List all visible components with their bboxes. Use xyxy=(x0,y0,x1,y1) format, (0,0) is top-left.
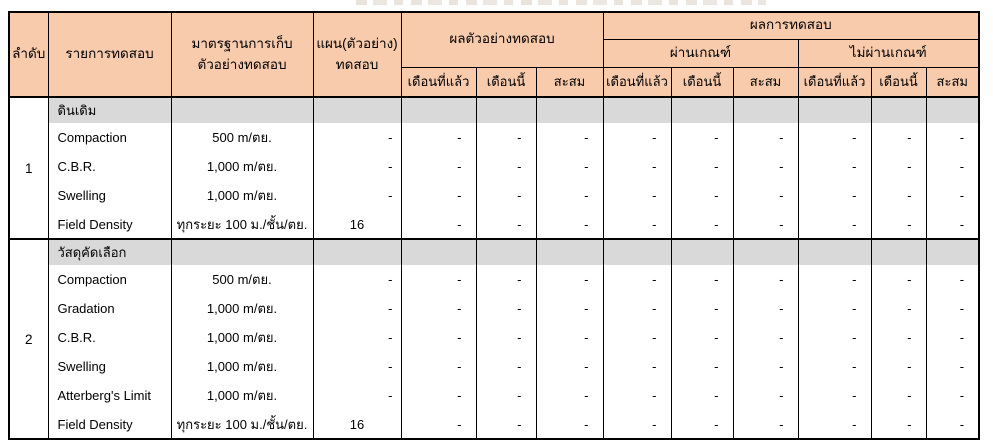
result-value-cell: - xyxy=(798,294,871,323)
result-value-cell: - xyxy=(871,123,926,152)
result-value-cell: - xyxy=(603,294,671,323)
result-value-cell: - xyxy=(603,381,671,410)
result-value-cell: - xyxy=(603,152,671,181)
test-item-label: Swelling xyxy=(48,181,171,210)
result-value-cell: - xyxy=(476,294,536,323)
result-value-cell: - xyxy=(926,381,979,410)
section-band-cell xyxy=(798,239,871,265)
plan-value: 16 xyxy=(313,410,401,439)
result-value-cell: - xyxy=(926,152,979,181)
plan-value: - xyxy=(313,123,401,152)
result-value-cell: - xyxy=(401,294,476,323)
group-header-test-results: ผลการทดสอบ xyxy=(603,12,979,39)
result-value-cell: - xyxy=(871,294,926,323)
sub-header-cumulative: สะสม xyxy=(536,67,603,97)
result-value-cell: - xyxy=(871,323,926,352)
plan-value: - xyxy=(313,323,401,352)
result-value-cell: - xyxy=(603,210,671,239)
result-value-cell: - xyxy=(671,210,733,239)
result-value-cell: - xyxy=(476,210,536,239)
result-value-cell: - xyxy=(671,352,733,381)
test-row xyxy=(9,152,979,181)
result-value-cell: - xyxy=(926,181,979,210)
col-header-plan-line1: แผน(ตัวอย่าง) xyxy=(316,35,398,51)
result-value-cell: - xyxy=(926,123,979,152)
plan-value: - xyxy=(313,181,401,210)
result-value-cell: - xyxy=(871,210,926,239)
sub-header-last-month: เดือนที่แล้ว xyxy=(401,67,476,97)
section-band-cell xyxy=(536,239,603,265)
section-band-cell xyxy=(536,97,603,123)
col-header-sampling-standard xyxy=(171,12,313,97)
result-value-cell: - xyxy=(671,323,733,352)
test-item-label: Gradation xyxy=(48,294,171,323)
sub-header-this-month: เดือนนี้ xyxy=(476,67,536,97)
result-value-cell: - xyxy=(401,323,476,352)
result-value-cell: - xyxy=(401,181,476,210)
sub-header-cumulative: สะสม xyxy=(926,67,979,97)
result-value-cell: - xyxy=(476,265,536,294)
plan-value: - xyxy=(313,381,401,410)
result-value-cell: - xyxy=(536,152,603,181)
header-row-1 xyxy=(9,12,979,39)
result-value-cell: - xyxy=(733,381,798,410)
result-value-cell: - xyxy=(871,265,926,294)
sub-header-last-month: เดือนที่แล้ว xyxy=(798,67,871,97)
result-value-cell: - xyxy=(798,265,871,294)
result-value-cell: - xyxy=(871,410,926,439)
sub-header-cumulative: สะสม xyxy=(733,67,798,97)
col-header-sampling-standard-line2: ตัวอย่างทดสอบ xyxy=(197,56,287,72)
result-value-cell: - xyxy=(671,152,733,181)
result-value-cell: - xyxy=(603,265,671,294)
sub-header-this-month: เดือนนี้ xyxy=(671,67,733,97)
result-value-cell: - xyxy=(401,410,476,439)
result-value-cell: - xyxy=(798,123,871,152)
section-band-cell xyxy=(671,97,733,123)
test-item-label: Compaction xyxy=(48,123,171,152)
section-band-cell xyxy=(603,97,671,123)
result-value-cell: - xyxy=(671,265,733,294)
result-value-cell: - xyxy=(926,352,979,381)
result-value-cell: - xyxy=(476,181,536,210)
result-value-cell: - xyxy=(926,265,979,294)
table-header xyxy=(9,12,979,97)
group-header-fail: ไม่ผ่านเกณฑ์ xyxy=(798,39,979,67)
table-body xyxy=(9,97,979,439)
result-value-cell: - xyxy=(536,181,603,210)
test-item-label: Field Density xyxy=(48,410,171,439)
section-band-cell xyxy=(798,97,871,123)
result-value-cell: - xyxy=(603,181,671,210)
result-value-cell: - xyxy=(671,410,733,439)
section-band-cell xyxy=(603,239,671,265)
col-header-sampling-standard-line1: มาตรฐานการเก็บ xyxy=(191,35,293,51)
plan-value: - xyxy=(313,265,401,294)
result-value-cell: - xyxy=(603,410,671,439)
result-value-cell: - xyxy=(536,123,603,152)
col-header-no: ลำดับ xyxy=(9,12,48,97)
section-band-cell xyxy=(871,239,926,265)
result-value-cell: - xyxy=(733,265,798,294)
result-value-cell: - xyxy=(476,152,536,181)
test-row xyxy=(9,323,979,352)
result-value-cell: - xyxy=(733,323,798,352)
section-band-cell xyxy=(171,97,313,123)
section-title: ดินเดิม xyxy=(48,97,171,123)
result-value-cell: - xyxy=(798,152,871,181)
result-value-cell: - xyxy=(401,265,476,294)
col-header-test-item: รายการทดสอบ xyxy=(48,12,171,97)
sub-header-this-month: เดือนนี้ xyxy=(871,67,926,97)
group-header-pass: ผ่านเกณฑ์ xyxy=(603,39,798,67)
result-value-cell: - xyxy=(926,410,979,439)
plan-value: 16 xyxy=(313,210,401,239)
result-value-cell: - xyxy=(536,210,603,239)
col-header-plan-line2: ทดสอบ xyxy=(335,56,379,72)
plan-value: - xyxy=(313,152,401,181)
sampling-standard-value: 1,000 m/ตย. xyxy=(171,352,313,381)
test-row xyxy=(9,294,979,323)
result-value-cell: - xyxy=(671,294,733,323)
test-summary-table xyxy=(8,11,980,440)
section-band-cell xyxy=(313,97,401,123)
sampling-standard-value: 500 m/ตย. xyxy=(171,123,313,152)
section-band-cell xyxy=(733,239,798,265)
result-value-cell: - xyxy=(536,294,603,323)
sampling-standard-value: 1,000 m/ตย. xyxy=(171,294,313,323)
sampling-standard-value: ทุกระยะ 100 ม./ชั้น/ตย. xyxy=(171,210,313,239)
result-value-cell: - xyxy=(733,294,798,323)
result-value-cell: - xyxy=(798,410,871,439)
group-header-sample-results: ผลตัวอย่างทดสอบ xyxy=(401,12,603,67)
section-band-cell xyxy=(926,239,979,265)
test-row xyxy=(9,352,979,381)
result-value-cell: - xyxy=(536,265,603,294)
result-value-cell: - xyxy=(871,352,926,381)
test-row xyxy=(9,265,979,294)
result-value-cell: - xyxy=(603,352,671,381)
result-value-cell: - xyxy=(536,352,603,381)
result-value-cell: - xyxy=(476,381,536,410)
result-value-cell: - xyxy=(926,210,979,239)
result-value-cell: - xyxy=(536,410,603,439)
section-band-row xyxy=(9,97,979,123)
result-value-cell: - xyxy=(401,123,476,152)
result-value-cell: - xyxy=(798,181,871,210)
sampling-standard-value: ทุกระยะ 100 ม./ชั้น/ตย. xyxy=(171,410,313,439)
section-title: วัสดุคัดเลือก xyxy=(48,239,171,265)
test-row xyxy=(9,410,979,439)
result-value-cell: - xyxy=(926,323,979,352)
sampling-standard-value: 1,000 m/ตย. xyxy=(171,323,313,352)
test-row xyxy=(9,123,979,152)
section-band-row xyxy=(9,239,979,265)
test-item-label: Swelling xyxy=(48,352,171,381)
test-item-label: C.B.R. xyxy=(48,323,171,352)
result-value-cell: - xyxy=(871,181,926,210)
result-value-cell: - xyxy=(798,323,871,352)
section-band-cell xyxy=(401,239,476,265)
result-value-cell: - xyxy=(733,410,798,439)
sampling-standard-value: 1,000 m/ตย. xyxy=(171,381,313,410)
test-item-label: Compaction xyxy=(48,265,171,294)
result-value-cell: - xyxy=(401,152,476,181)
section-band-cell xyxy=(171,239,313,265)
section-band-cell xyxy=(926,97,979,123)
result-value-cell: - xyxy=(671,381,733,410)
result-value-cell: - xyxy=(603,123,671,152)
result-value-cell: - xyxy=(733,181,798,210)
result-value-cell: - xyxy=(476,323,536,352)
clipped-title-remnant xyxy=(356,0,766,5)
test-item-label: C.B.R. xyxy=(48,152,171,181)
result-value-cell: - xyxy=(671,181,733,210)
sampling-standard-value: 500 m/ตย. xyxy=(171,265,313,294)
result-value-cell: - xyxy=(401,381,476,410)
sub-header-last-month: เดือนที่แล้ว xyxy=(603,67,671,97)
test-row xyxy=(9,210,979,239)
result-value-cell: - xyxy=(733,152,798,181)
section-band-cell xyxy=(733,97,798,123)
test-item-label: Atterberg's Limit xyxy=(48,381,171,410)
col-header-plan xyxy=(313,12,401,97)
result-value-cell: - xyxy=(536,381,603,410)
test-row xyxy=(9,381,979,410)
result-value-cell: - xyxy=(733,210,798,239)
result-value-cell: - xyxy=(733,123,798,152)
result-value-cell: - xyxy=(871,381,926,410)
result-value-cell: - xyxy=(798,381,871,410)
section-number: 2 xyxy=(9,239,48,439)
section-band-cell xyxy=(671,239,733,265)
section-band-cell xyxy=(401,97,476,123)
result-value-cell: - xyxy=(798,352,871,381)
test-row xyxy=(9,181,979,210)
section-band-cell xyxy=(871,97,926,123)
result-value-cell: - xyxy=(603,323,671,352)
result-value-cell: - xyxy=(476,123,536,152)
result-value-cell: - xyxy=(671,123,733,152)
sampling-standard-value: 1,000 m/ตย. xyxy=(171,181,313,210)
section-number: 1 xyxy=(9,97,48,239)
result-value-cell: - xyxy=(926,294,979,323)
sampling-standard-value: 1,000 m/ตย. xyxy=(171,152,313,181)
plan-value: - xyxy=(313,294,401,323)
result-value-cell: - xyxy=(798,210,871,239)
result-value-cell: - xyxy=(401,210,476,239)
section-band-cell xyxy=(476,239,536,265)
result-value-cell: - xyxy=(733,352,798,381)
result-value-cell: - xyxy=(536,323,603,352)
section-band-cell xyxy=(476,97,536,123)
plan-value: - xyxy=(313,352,401,381)
result-value-cell: - xyxy=(476,352,536,381)
result-value-cell: - xyxy=(871,152,926,181)
result-value-cell: - xyxy=(476,410,536,439)
result-value-cell: - xyxy=(401,352,476,381)
test-item-label: Field Density xyxy=(48,210,171,239)
section-band-cell xyxy=(313,239,401,265)
